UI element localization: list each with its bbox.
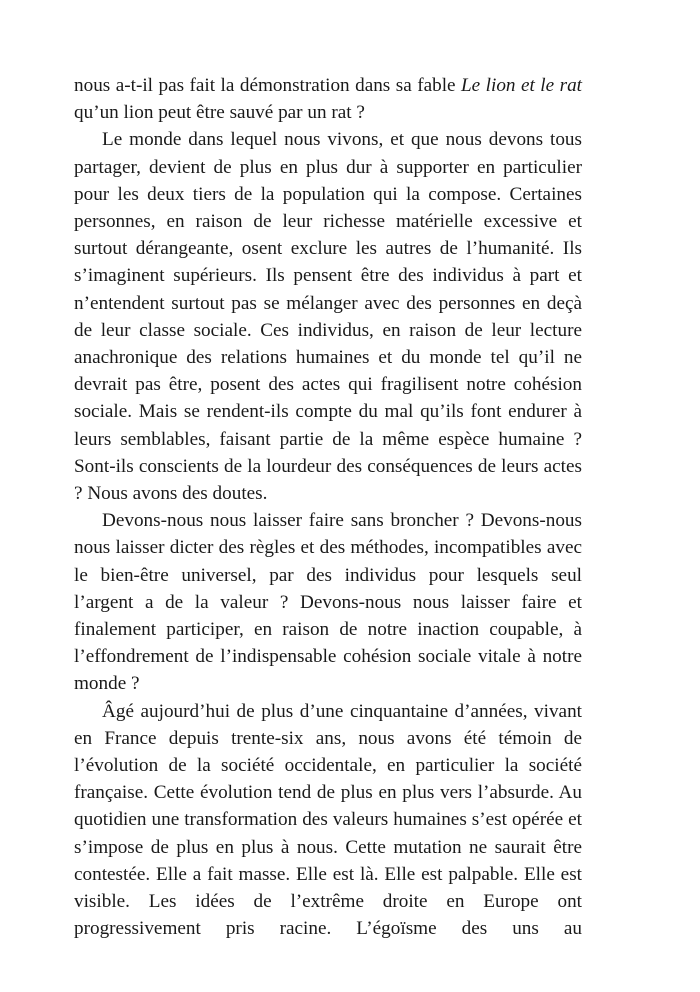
- paragraph-1-before: nous a-t-il pas fait la démonstration dans sa fable: [74, 75, 462, 96]
- fable-title: Le lion et le rat: [461, 75, 583, 96]
- paragraph-2: Le monde dans lequel nous vivons, et que nous devons tous partager, devient de plus en plus dur à supporter en particulier pour les deux tiers de la population qui la compose. Certaines personnes, en raison de leur richesse matérielle excessive et surtout dérangeante, osent exclure les autres de l’humanité. Ils s’imaginent supérieurs. Ils pensent être des individus à part et n’entendent surtout pas se mélanger avec des personnes en deçà de leur classe sociale. Ces individus, en raison de leur lecture anachronique des relations humaines et du monde tel qu’il ne devrait pas être, posent des actes qui fragilisent notre cohésion sociale. Mais se rendent-ils compte du mal qu’ils font endurer à leurs semblables, faisant partie de la même espèce humaine ? Sont-ils conscients de la lourdeur des conséquences de leurs actes ? Nous avons des doutes.: [74, 129, 582, 505]
- paragraph-4: Âgé aujourd’hui de plus d’une cinquantaine d’années, vivant en France depuis trente-six ans, nous avons été témoin de l’évolution de la société occidentale, en particulier la société française. Cette évolution tend de plus en plus vers l’absurde. Au quotidien une transformation des valeurs humaines s’est opérée et s’impose de plus en plus à nous. Cette mutation ne saurait être contestée. Elle a fait masse. Elle est là. Elle est palpable. Elle est visible. Les idées de l’extrême droite en Europe ont progressivement pris racine. L’égoïsme des uns au: [74, 700, 582, 940]
- paragraph-3: Devons-nous nous laisser faire sans broncher ? Devons-nous nous laisser dicter des règles et des méthodes, incompatibles avec le bien-être universel, par des individus pour lesquels seul l’argent a de la valeur ? Devons-nous nous laisser faire et finalement participer, en raison de notre inaction coupable, à l’effondrement de l’indispensable cohésion sociale vitale à notre monde ?: [74, 510, 582, 695]
- paragraph-1-after: qu’un lion peut être sauvé par un rat ?: [74, 102, 365, 124]
- paragraph-1: [74, 72, 582, 126]
- document-page: [74, 72, 582, 943]
